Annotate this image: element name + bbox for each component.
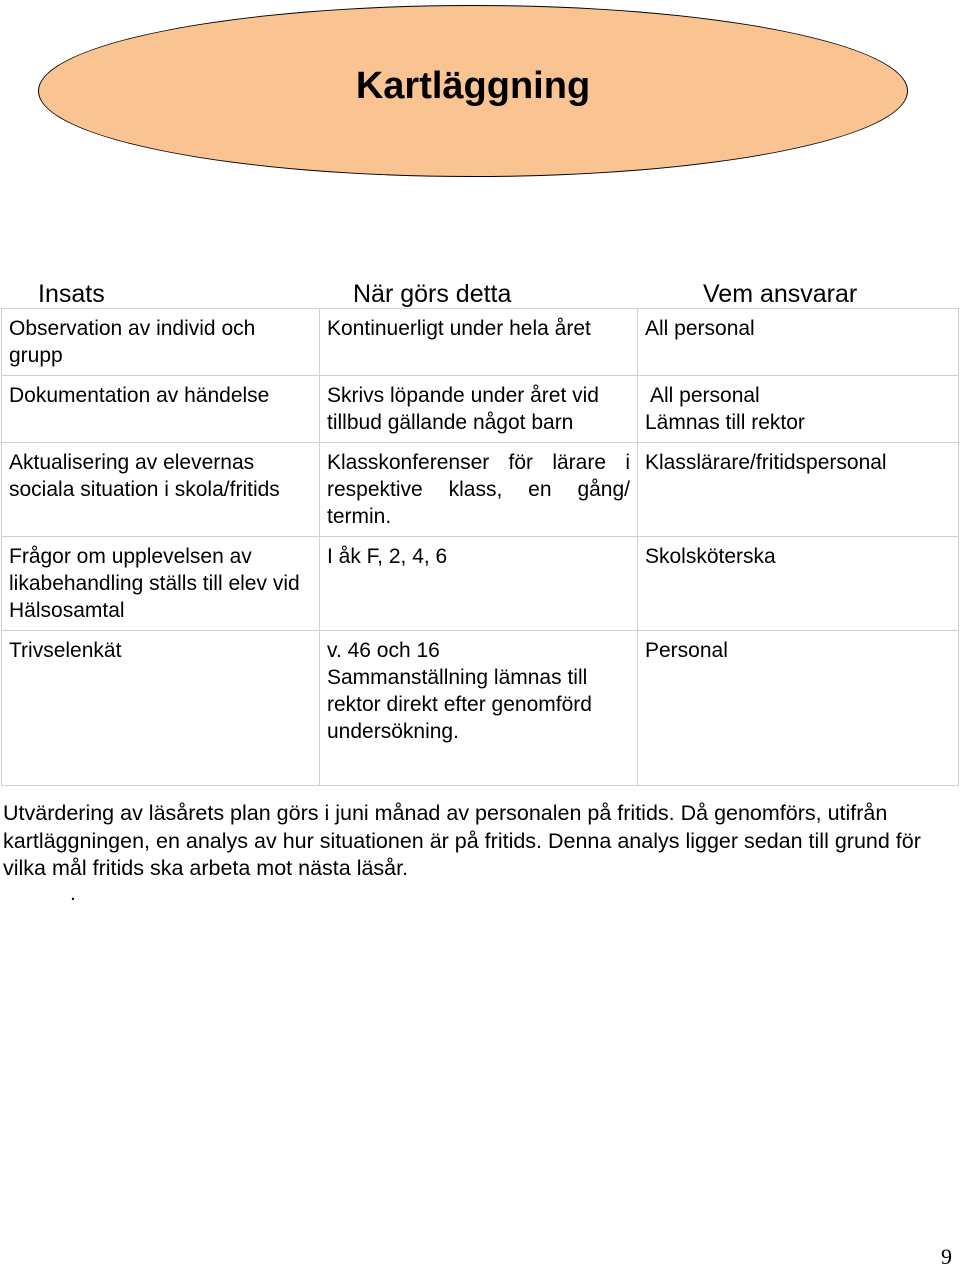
mapping-table bbox=[1, 308, 959, 786]
table-row bbox=[2, 631, 959, 786]
page-number: 9 bbox=[941, 1244, 952, 1269]
cell-insats: Dokumentation av händelse bbox=[2, 376, 320, 443]
column-header-vem: Vem ansvarar bbox=[703, 280, 858, 308]
cell-insats: Observation av individ och grupp bbox=[2, 309, 320, 376]
cell-nar-line: Sammanställning lämnas till rektor direkt efter genomförd undersökning. bbox=[327, 666, 592, 743]
cell-insats: Trivselenkät bbox=[2, 631, 320, 786]
column-header-nar: När görs detta bbox=[353, 280, 512, 308]
evaluation-paragraph: Utvärdering av läsårets plan görs i juni månad av personalen på fritids. Då genomförs, utifrån kartläggningen, en analys av hur situationen är på fritids. Denna analys ligger sedan till grund för vilka mål fritids ska arbeta mot nästa läsår. bbox=[3, 801, 921, 880]
cell-vem: Skolsköterska bbox=[638, 537, 959, 631]
cell-nar: Kontinuerligt under hela året bbox=[320, 309, 638, 376]
table-row bbox=[2, 537, 959, 631]
cell-vem: Klasslärare/fritidspersonal bbox=[638, 443, 959, 537]
cell-vem bbox=[638, 376, 959, 443]
table-row bbox=[2, 309, 959, 376]
cell-nar: I åk F, 2, 4, 6 bbox=[320, 537, 638, 631]
cell-vem-line: All personal bbox=[650, 384, 760, 407]
cell-vem-line: Lämnas till rektor bbox=[645, 411, 805, 434]
stray-dot: . bbox=[70, 882, 76, 905]
page-title: Kartläggning bbox=[355, 65, 591, 107]
table-row bbox=[2, 443, 959, 537]
cell-insats: Frågor om upplevelsen av likabehandling ställs till elev vid Hälsosamtal bbox=[2, 537, 320, 631]
cell-vem: Personal bbox=[638, 631, 959, 786]
cell-nar: Klasskonferenser för lärare i respektive klass, en gång/ termin. bbox=[320, 443, 638, 537]
cell-nar bbox=[320, 631, 638, 786]
cell-vem: All personal bbox=[638, 309, 959, 376]
cell-nar: Skrivs löpande under året vid tillbud gällande något barn bbox=[320, 376, 638, 443]
cell-nar-line: v. 46 och 16 bbox=[327, 639, 440, 662]
cell-insats: Aktualisering av elevernas sociala situation i skola/fritids bbox=[2, 443, 320, 537]
column-header-insats: Insats bbox=[38, 280, 105, 308]
table-row bbox=[2, 376, 959, 443]
